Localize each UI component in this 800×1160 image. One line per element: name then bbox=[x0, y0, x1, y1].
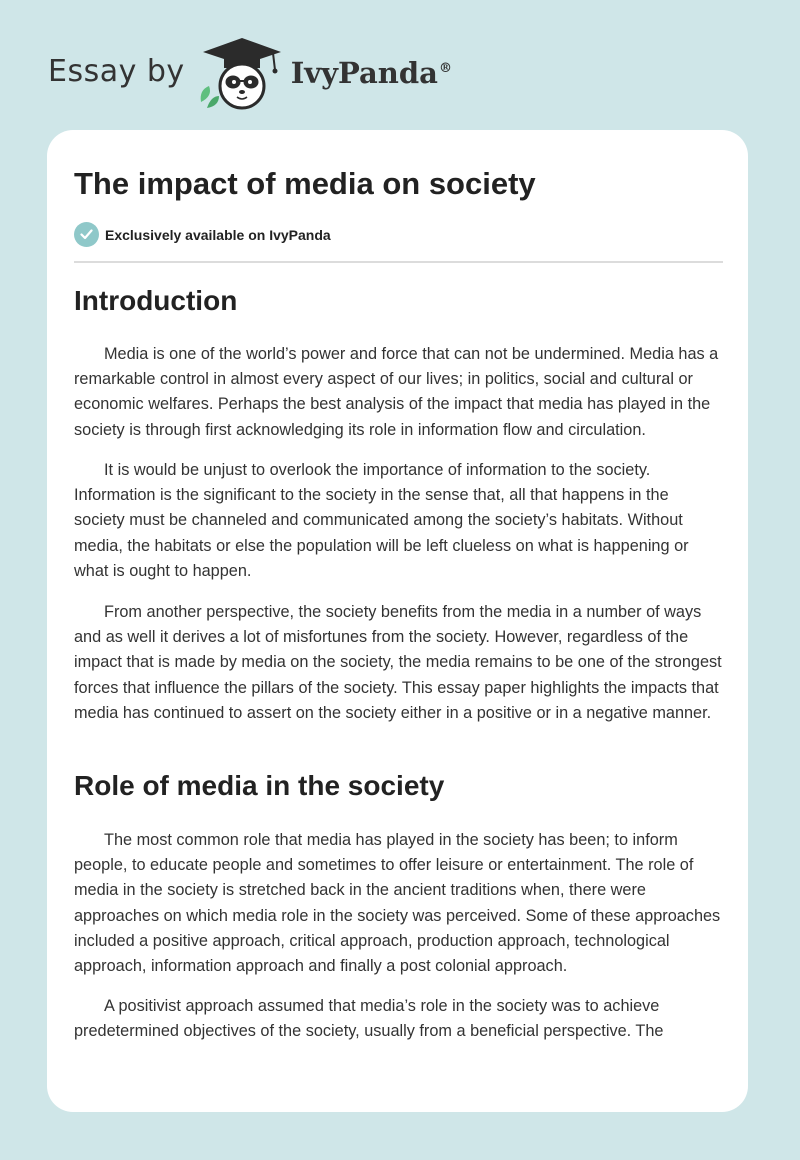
essay-card bbox=[47, 130, 748, 1112]
paragraph: From another perspective, the society benefits from the media in a number of ways and as well it derives a lot of misfortunes from the society. However, regardless of the impact that is made by media on the society, the media remains to be one of the strongest forces that influence the pillars of the society. This essay paper highlights the impacts that media has continued to assert on the society either in a positive or in a negative manner. bbox=[74, 603, 722, 722]
section-heading: Role of media in the society bbox=[74, 770, 445, 801]
essay-by-label: Essay by bbox=[48, 53, 185, 89]
title-divider bbox=[74, 261, 723, 263]
section-heading: Introduction bbox=[74, 285, 238, 316]
paragraph: A positivist approach assumed that media’s role in the society was to achieve predetermined objectives of the society, usually from a beneficial perspective. The bbox=[74, 997, 664, 1041]
exclusive-badge-label: Exclusively available on IvyPanda bbox=[105, 226, 331, 243]
panda-graduate-icon bbox=[197, 36, 287, 110]
checkmark-icon bbox=[74, 222, 99, 247]
essay-title: The impact of media on society bbox=[74, 166, 536, 201]
paragraph: It is would be unjust to overlook the importance of information to the society. Information is the significant to the society in the sense that, all that happens in the society must be channeled and communicated among the society’s habitats. Without media, the habitats or else the population will be left clueless on what is happening or what is ought to happen. bbox=[74, 461, 689, 580]
site-header bbox=[48, 36, 648, 110]
paragraph: Media is one of the world’s power and force that can not be undermined. Media has a remarkable control in almost every aspect of our lives; in politics, social and cultural or economic welfares. Perhaps the best analysis of the impact that media has played in the society is through first acknowledging its role in information flow and circulation. bbox=[74, 345, 719, 439]
brand-name[interactable]: IvyPanda® bbox=[290, 56, 452, 90]
paragraph: The most common role that media has played in the society has been; to inform people, to educate people and sometimes to offer leisure or entertainment. The role of media in the society is stretched back in the ancient traditions when, there were approaches on which media role in the society was perceived. Some of these approaches included a positive approach, critical approach, production approach, technological approach, information approach and finally a post colonial approach. bbox=[74, 831, 721, 976]
registered-mark: ® bbox=[438, 61, 452, 77]
exclusive-badge bbox=[74, 222, 331, 247]
